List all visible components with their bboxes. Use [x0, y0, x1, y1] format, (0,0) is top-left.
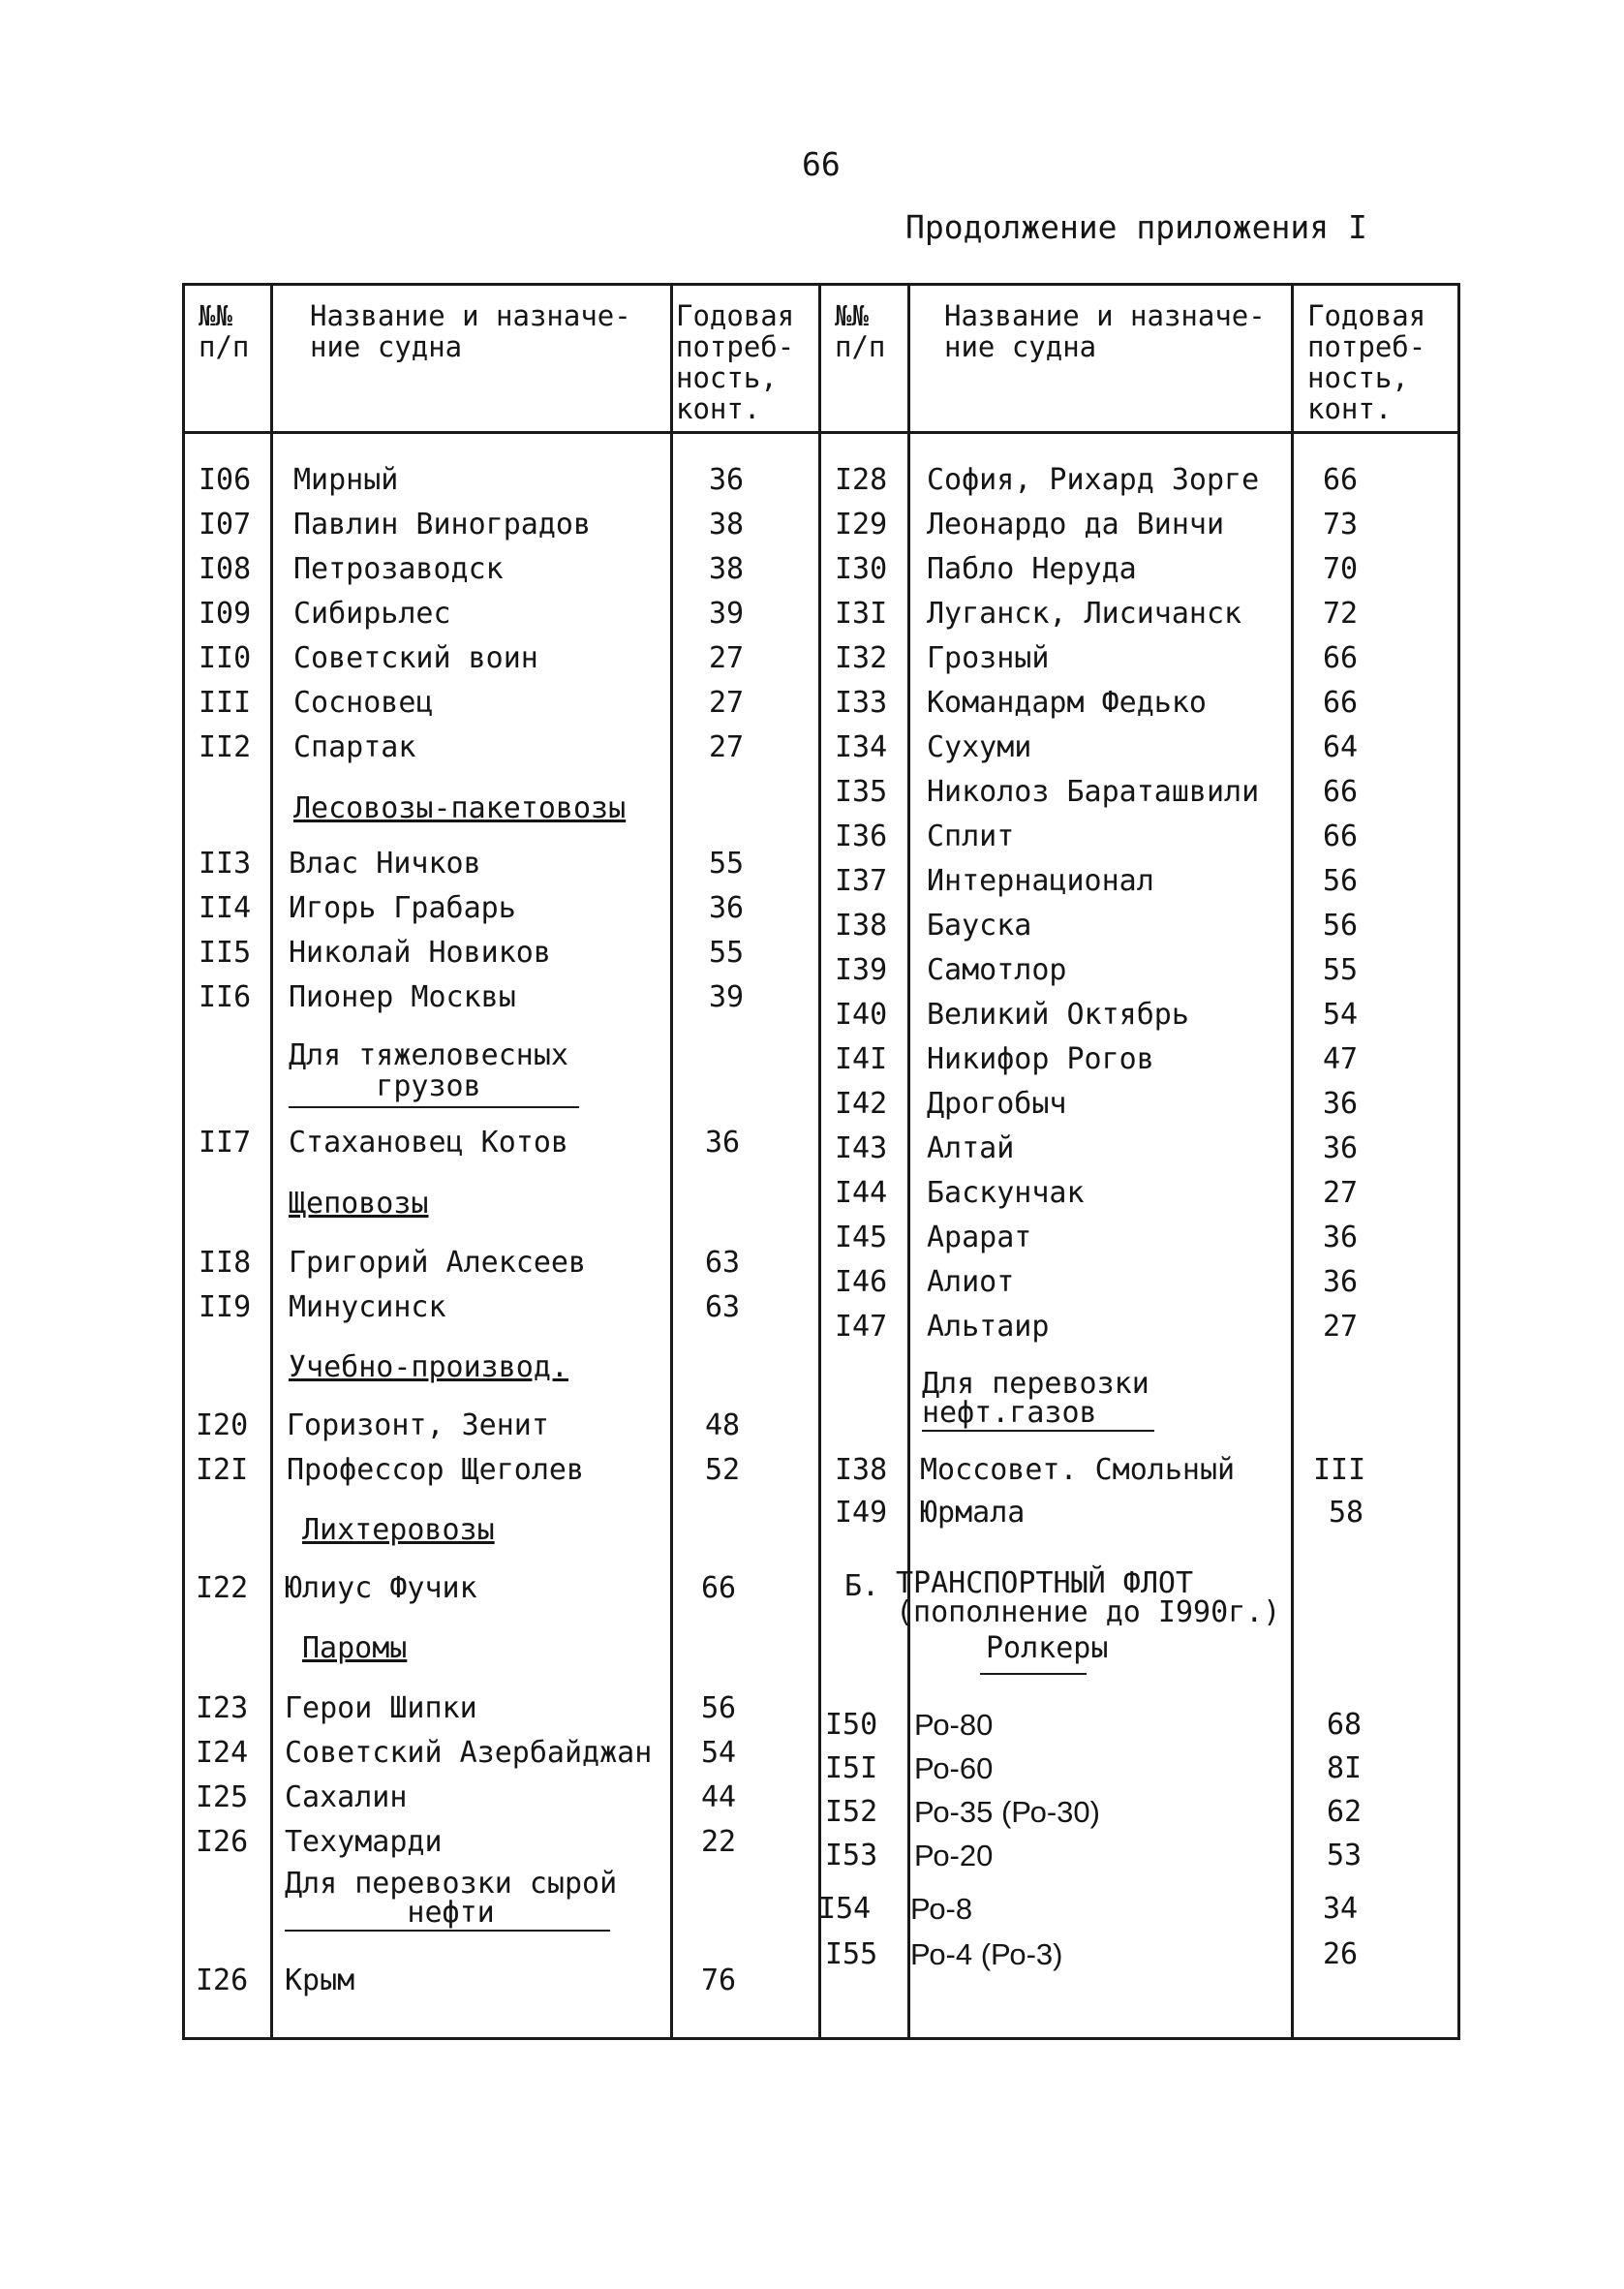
section-label: Для перевозки нефт.газов [922, 1367, 1149, 1430]
ship-name: Влас Ничков [289, 847, 481, 881]
ship-name: Григорий Алексеев [289, 1246, 587, 1280]
row-number: I5I [825, 1751, 878, 1785]
ship-demand: 53 [1327, 1839, 1363, 1872]
ship-demand: 56 [1323, 864, 1359, 898]
ship-demand: 66 [1323, 686, 1359, 720]
ship-demand: 36 [1323, 1087, 1359, 1121]
row-number: I22 [196, 1571, 249, 1605]
ship-name: Пионер Москвы [289, 980, 516, 1014]
row-number: I34 [835, 730, 888, 764]
ship-demand: 27 [709, 730, 745, 764]
ship-name: Луганск, Лисичанск [927, 597, 1242, 631]
ship-demand: 66 [701, 1571, 737, 1605]
row-number: I43 [835, 1131, 888, 1165]
ship-demand: 63 [705, 1246, 741, 1280]
ship-name: Командарм Федько [927, 686, 1207, 720]
section-label: Для тяжеловесных грузов [289, 1038, 568, 1103]
row-number: II8 [199, 1246, 252, 1280]
ship-name: Стахановец Котов [289, 1126, 568, 1160]
ship-name: Дрогобыч [927, 1087, 1067, 1121]
ship-demand: 38 [709, 508, 745, 541]
ship-name: Самотлор [927, 953, 1067, 987]
ship-demand: 39 [709, 980, 745, 1014]
fleet-heading-label: Б. [844, 1569, 880, 1603]
row-number: I44 [835, 1176, 888, 1210]
ship-name: Юрмала [920, 1496, 1026, 1530]
ship-name: Сибирьлес [293, 597, 451, 631]
ship-demand: 55 [709, 936, 745, 970]
ship-demand: 52 [705, 1453, 741, 1487]
row-number: I55 [825, 1937, 878, 1971]
ship-demand: 8I [1327, 1751, 1363, 1785]
ship-demand: 54 [701, 1736, 737, 1770]
section-label: Лесовозы-пакетовозы [293, 791, 627, 825]
ship-demand: 34 [1323, 1892, 1359, 1926]
row-number: I38 [835, 1453, 888, 1487]
row-number: I47 [835, 1310, 888, 1344]
ship-name: Алиот [927, 1265, 1015, 1299]
row-number: I35 [835, 775, 888, 809]
page-number: 66 [802, 145, 841, 183]
ship-demand: 27 [1323, 1310, 1359, 1344]
row-number: I20 [196, 1408, 249, 1442]
ship-name: Арарат [927, 1221, 1032, 1254]
ship-demand: 68 [1327, 1708, 1363, 1742]
row-number: I38 [835, 909, 888, 943]
ship-name: Никифор Рогов [927, 1042, 1154, 1076]
row-number: II7 [199, 1126, 252, 1160]
row-number: I08 [199, 552, 252, 586]
row-number: I45 [835, 1221, 888, 1254]
row-number: I50 [825, 1708, 878, 1742]
row-number: II0 [199, 641, 252, 675]
ship-name: Алтай [927, 1131, 1015, 1165]
ship-demand: 36 [709, 891, 745, 925]
ship-demand: 76 [701, 1964, 737, 1997]
ship-demand: 58 [1329, 1496, 1364, 1530]
row-number: I3I [835, 597, 888, 631]
section-label: Лихтеровозы [302, 1513, 495, 1547]
ship-demand: 64 [1323, 730, 1359, 764]
ship-name: Баскунчак [927, 1176, 1085, 1210]
ship-demand: 72 [1323, 597, 1359, 631]
ship-name: Спартак [293, 730, 416, 764]
row-number: I23 [196, 1691, 249, 1725]
section-label: Щеповозы [289, 1187, 429, 1221]
ship-name: Игорь Грабарь [289, 891, 516, 925]
row-number: II4 [199, 891, 252, 925]
ship-name: София, Рихард Зорге [927, 463, 1260, 497]
ship-demand: 36 [705, 1126, 741, 1160]
row-number: I49 [835, 1496, 888, 1530]
ship-name: Бауска [927, 909, 1032, 943]
ship-demand: 66 [1323, 820, 1359, 853]
ship-name: Мирный [293, 463, 399, 497]
row-number: I09 [199, 597, 252, 631]
ship-demand: 55 [709, 847, 745, 881]
row-number: I25 [196, 1780, 249, 1814]
ship-name: Ро-8 [910, 1892, 973, 1926]
ship-name: Крым [285, 1964, 355, 1997]
ship-demand: 70 [1323, 552, 1359, 586]
row-number: I26 [196, 1825, 249, 1859]
row-number: I28 [835, 463, 888, 497]
section-label: Учебно-производ. [289, 1350, 568, 1384]
row-number: II2 [199, 730, 252, 764]
appendix-caption: Продолжение приложения I [905, 208, 1367, 246]
ship-name: Юлиус Фучик [285, 1571, 477, 1605]
ship-name: Николоз Бараташвили [927, 775, 1260, 809]
row-number: II6 [199, 980, 252, 1014]
row-number: III [199, 686, 252, 720]
ship-demand: 56 [701, 1691, 737, 1725]
ship-name: Советский Азербайджан [285, 1736, 653, 1770]
ship-demand: 27 [1323, 1176, 1359, 1210]
ship-name: Николай Новиков [289, 936, 551, 970]
ship-demand: 36 [709, 463, 745, 497]
ship-demand: 36 [1323, 1265, 1359, 1299]
row-number: I40 [835, 998, 888, 1032]
ship-demand: 55 [1323, 953, 1359, 987]
ship-demand: 73 [1323, 508, 1359, 541]
ship-name: Петрозаводск [293, 552, 504, 586]
row-number: I37 [835, 864, 888, 898]
ship-demand: 66 [1323, 775, 1359, 809]
ship-name: Леонардо да Винчи [927, 508, 1225, 541]
ship-name: Великий Октябрь [927, 998, 1189, 1032]
row-number: I29 [835, 508, 888, 541]
row-number: I33 [835, 686, 888, 720]
ship-name: Пабло Неруда [927, 552, 1137, 586]
ship-name: Сахалин [285, 1780, 408, 1814]
header-name-right: Название и назначе- ние судна [944, 299, 1266, 363]
header-name-left: Название и назначе- ние судна [310, 299, 631, 363]
row-number: I07 [199, 508, 252, 541]
ship-demand: 36 [1323, 1131, 1359, 1165]
row-number: I30 [835, 552, 888, 586]
ship-name: Ро-80 [914, 1708, 994, 1742]
ship-demand: 54 [1323, 998, 1359, 1032]
row-number: II5 [199, 936, 252, 970]
row-number: I06 [199, 463, 252, 497]
row-number: II9 [199, 1290, 252, 1324]
ship-name: Техумарди [285, 1825, 443, 1859]
ship-demand: 44 [701, 1780, 737, 1814]
row-number: I53 [825, 1839, 878, 1872]
ship-name: Горизонт, Зенит [287, 1408, 549, 1442]
ship-demand: III [1313, 1453, 1366, 1487]
ship-name: Альтаир [927, 1310, 1050, 1344]
ship-name: Ро-20 [914, 1839, 994, 1872]
row-number: I4I [835, 1042, 888, 1076]
ship-demand: 47 [1323, 1042, 1359, 1076]
ship-name: Ро-60 [914, 1751, 994, 1785]
ship-demand: 66 [1323, 463, 1359, 497]
ship-name: Грозный [927, 641, 1050, 675]
fleet-heading: ТРАНСПОРТНЫЙ ФЛОТ (пополнение до I990г.) [896, 1566, 1281, 1629]
ship-name: Профессор Щеголев [287, 1453, 585, 1487]
ship-name: Интернационал [927, 864, 1154, 898]
ship-demand: 38 [709, 552, 745, 586]
ship-demand: 36 [1323, 1221, 1359, 1254]
header-num-left: №№ п/п [199, 299, 250, 363]
ship-name: Павлин Виноградов [293, 508, 592, 541]
ship-demand: 48 [705, 1408, 741, 1442]
ship-name: Минусинск [289, 1290, 446, 1324]
ship-name: Сухуми [927, 730, 1032, 764]
section-label: Ролкеры [986, 1631, 1109, 1665]
ship-demand: 39 [709, 597, 745, 631]
row-number: I2I [196, 1453, 249, 1487]
row-number: II3 [199, 847, 252, 881]
section-label: Паромы [302, 1631, 408, 1665]
header-num-right: №№ п/п [835, 299, 886, 363]
ship-demand: 56 [1323, 909, 1359, 943]
ship-name: Ро-35 (Ро-30) [914, 1795, 1100, 1829]
row-number: I39 [835, 953, 888, 987]
ship-name: Сосновец [293, 686, 434, 720]
ship-demand: 62 [1327, 1795, 1363, 1829]
ship-name: Сплит [927, 820, 1015, 853]
row-number: I32 [835, 641, 888, 675]
header-demand-left: Годовая потреб- ность, конт. [676, 299, 795, 425]
ship-demand: 27 [709, 641, 745, 675]
ship-demand: 27 [709, 686, 745, 720]
ship-name: Моссовет. Смольный [920, 1453, 1236, 1487]
ship-demand: 63 [705, 1290, 741, 1324]
ship-demand: 22 [701, 1825, 737, 1859]
row-number: I52 [825, 1795, 878, 1829]
ship-name: Герои Шипки [285, 1691, 477, 1725]
row-number: I46 [835, 1265, 888, 1299]
row-number: I26 [196, 1964, 249, 1997]
row-number: I42 [835, 1087, 888, 1121]
ship-name: Советский воин [293, 641, 538, 675]
row-number: I54 [818, 1892, 872, 1926]
section-label: Для перевозки сырой нефти [285, 1867, 618, 1930]
row-number: I24 [196, 1736, 249, 1770]
header-demand-right: Годовая потреб- ность, конт. [1307, 299, 1426, 425]
ship-demand: 26 [1323, 1937, 1359, 1971]
row-number: I36 [835, 820, 888, 853]
ship-name: Ро-4 (Ро-3) [910, 1937, 1063, 1971]
ship-demand: 66 [1323, 641, 1359, 675]
